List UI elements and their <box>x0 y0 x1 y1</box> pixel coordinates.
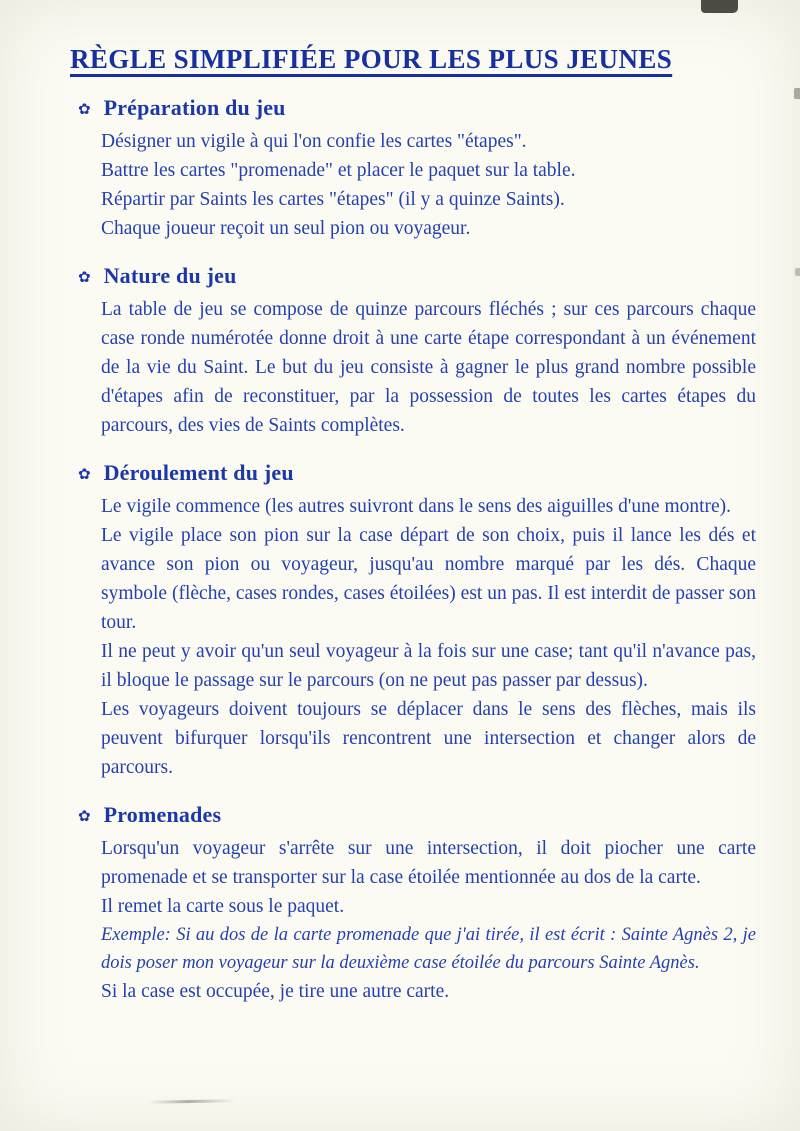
scan-ink-smudge <box>701 0 738 13</box>
section-heading: Promenades <box>103 802 222 827</box>
florette-bullet-icon: ✿ <box>78 807 91 825</box>
section-nature <box>78 263 756 440</box>
section-heading-row <box>78 460 756 486</box>
section-heading: Préparation du jeu <box>103 95 286 120</box>
paragraph: Il remet la carte sous le paquet. <box>101 896 345 917</box>
sections <box>78 95 756 1006</box>
paragraph: Il ne peut y avoir qu'un seul voyageur à la fois sur une case; tant qu'il n'avance pas, il bloque le passage sur le parcours (on ne peut pas passer par dessus). <box>101 641 756 691</box>
florette-bullet-icon: ✿ <box>78 268 91 286</box>
paragraph: Le vigile place son pion sur la case départ de son choix, puis il lance les dés et avance son pion ou voyageur, jusqu'au nombre marqué par les dés. Chaque symbole (flèche, cases rondes, cases étoilées) est un pas. Il est interdit de passer son tour. <box>101 525 756 633</box>
paragraph: Si la case est occupée, je tire une autre carte. <box>101 981 450 1002</box>
florette-bullet-icon: ✿ <box>78 465 91 483</box>
florette-bullet-icon: ✿ <box>78 100 91 118</box>
section-heading-row <box>78 263 756 289</box>
section-promenades <box>78 802 756 1006</box>
paragraph: Lorsqu'un voyageur s'arrête sur une intersection, il doit piocher une carte promenade et se transporter sur la case étoilée mentionnée au dos de la carte. <box>101 838 756 888</box>
paragraph: Battre les cartes "promenade" et placer le paquet sur la table. <box>101 160 576 181</box>
section-heading-row <box>78 95 756 121</box>
paragraph: Désigner un vigile à qui l'on confie les cartes "étapes". <box>101 131 527 152</box>
paragraph: Chaque joueur reçoit un seul pion ou voyageur. <box>101 218 471 239</box>
paragraph: Exemple: Si au dos de la carte promenade que j'ai tirée, il est écrit : Sainte Agnès 2, je dois poser mon voyageur sur la deuxième case étoilée du parcours Sainte Agnès. <box>101 925 756 973</box>
paragraph: La table de jeu se compose de quinze parcours fléchés ; sur ces parcours chaque case ronde numérotée donne droit à une carte étape correspondant à un événement de la vie du Saint. Le but du jeu consiste à gagner le plus grand nombre possible d'étapes afin de reconstituer, par la possession de toutes les cartes étapes du parcours, des vies de Saints complètes. <box>101 299 756 436</box>
section-preparation <box>78 95 756 243</box>
paragraph: Le vigile commence (les autres suivront dans le sens des aiguilles d'une montre). <box>101 496 732 517</box>
scan-edge-mark <box>794 88 800 99</box>
scan-edge-mark <box>795 268 800 276</box>
section-heading: Déroulement du jeu <box>103 460 294 485</box>
paragraph: Les voyageurs doivent toujours se déplacer dans le sens des flèches, mais ils peuvent bifurquer lorsqu'ils rencontrent une intersection et changer alors de parcours. <box>101 699 756 778</box>
paragraph: Répartir par Saints les cartes "étapes" (il y a quinze Saints). <box>101 189 565 210</box>
pencil-mark <box>148 1099 236 1104</box>
section-heading-row <box>78 802 756 828</box>
section-deroulement <box>78 460 756 782</box>
page-title: RÈGLE SIMPLIFIÉE POUR LES PLUS JEUNES <box>70 44 673 74</box>
section-heading: Nature du jeu <box>103 263 237 288</box>
